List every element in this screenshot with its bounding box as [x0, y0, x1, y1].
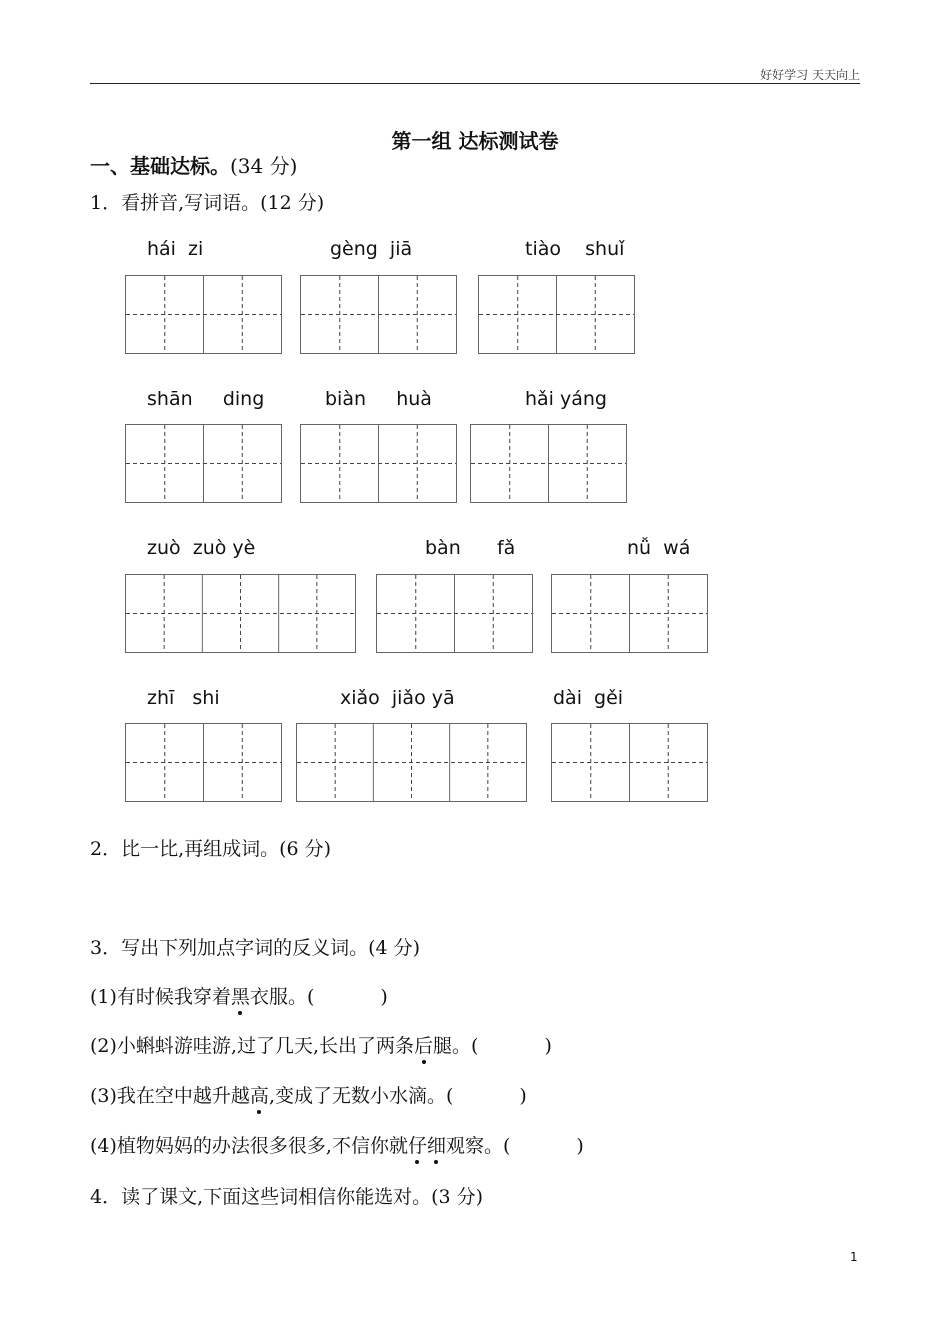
question-3-item-2 [90, 1031, 552, 1058]
writing-grid-2[interactable] [125, 275, 282, 354]
item-text: (2)小蝌蚪游哇游,过了几天,长出了两条 [90, 1035, 414, 1057]
item-text: (1)有时候我穿着 [90, 986, 231, 1008]
item-text: ) [544, 1035, 552, 1057]
writing-grid-2[interactable] [125, 424, 282, 503]
grid-lines [301, 276, 456, 353]
pinyin-label: nǚ wá [627, 537, 691, 559]
writing-grid-2[interactable] [470, 424, 627, 503]
grid-lines [471, 425, 626, 502]
question-1-label: 1．看拼音,写词语。(12 分) [90, 192, 325, 214]
emphasis-dotted-word: 黑 [231, 982, 250, 1009]
writing-grid-2[interactable] [376, 574, 533, 653]
grid-lines [479, 276, 634, 353]
page-title: 第一组 达标测试卷 [391, 129, 559, 153]
header-motto: 好好学习 天天向上 [760, 68, 860, 82]
grid-lines [126, 575, 355, 652]
pinyin-label: xiǎo jiǎo yā [340, 687, 455, 709]
question-3-item-3 [90, 1081, 527, 1108]
question-3-label: 3．写出下列加点字词的反义词。(4 分) [90, 937, 421, 959]
item-text: (3)我在空中越升越 [90, 1085, 250, 1107]
grid-lines [126, 724, 281, 801]
emphasis-dotted-word: 高 [250, 1081, 269, 1108]
grid-lines [377, 575, 532, 652]
writing-grid-2[interactable] [478, 275, 635, 354]
emphasis-dotted-word: 后 [414, 1031, 433, 1058]
item-text: ) [380, 986, 388, 1008]
grid-lines [126, 276, 281, 353]
writing-grid-2[interactable] [551, 723, 708, 802]
pinyin-label: biàn huà [325, 388, 432, 410]
question-2-label: 2．比一比,再组成词。(6 分) [90, 838, 332, 860]
grid-lines [301, 425, 456, 502]
item-text: (4)植物妈妈的办法很多很多,不信你就 [90, 1135, 408, 1157]
grid-lines [297, 724, 526, 801]
pinyin-label: hái zi [147, 238, 204, 260]
pinyin-label: dài gěi [553, 687, 624, 709]
pinyin-label: zuò zuò yè [147, 537, 256, 559]
writing-grid-3[interactable] [296, 723, 527, 802]
pinyin-label: gèng jiā [330, 238, 413, 260]
item-text: 衣服。( [249, 986, 315, 1008]
item-text: 观察。( [446, 1135, 511, 1157]
item-text: 腿。( [433, 1035, 479, 1057]
item-text: ) [519, 1085, 527, 1107]
pinyin-label: zhī shi [147, 687, 220, 709]
question-3-item-1 [90, 982, 388, 1009]
question-3-item-4 [90, 1131, 584, 1158]
dotted-char: 细 [427, 1131, 446, 1158]
dotted-char: 仔 [408, 1131, 427, 1158]
grid-lines [552, 575, 707, 652]
section-1-score: (34 分) [230, 154, 298, 178]
pinyin-label: shān ding [147, 388, 265, 410]
pinyin-label: tiào shuǐ [525, 238, 625, 260]
writing-grid-2[interactable] [551, 574, 708, 653]
writing-grid-2[interactable] [300, 424, 457, 503]
header-rule [90, 83, 860, 84]
pinyin-label: bàn fǎ [425, 537, 516, 559]
section-1-heading [90, 150, 297, 179]
question-4-label: 4．读了课文,下面这些词相信你能选对。(3 分) [90, 1186, 484, 1208]
writing-grid-3[interactable] [125, 574, 356, 653]
section-1-label: 一、基础达标。 [90, 154, 230, 178]
item-text: ,变成了无数小水滴。( [268, 1085, 454, 1107]
page-number: 1 [850, 1250, 858, 1264]
writing-grid-2[interactable] [125, 723, 282, 802]
pinyin-label: hǎi yáng [525, 388, 607, 410]
grid-lines [552, 724, 707, 801]
writing-grid-2[interactable] [300, 275, 457, 354]
emphasis-dotted-word [408, 1135, 446, 1157]
grid-lines [126, 425, 281, 502]
item-text: ) [576, 1135, 584, 1157]
